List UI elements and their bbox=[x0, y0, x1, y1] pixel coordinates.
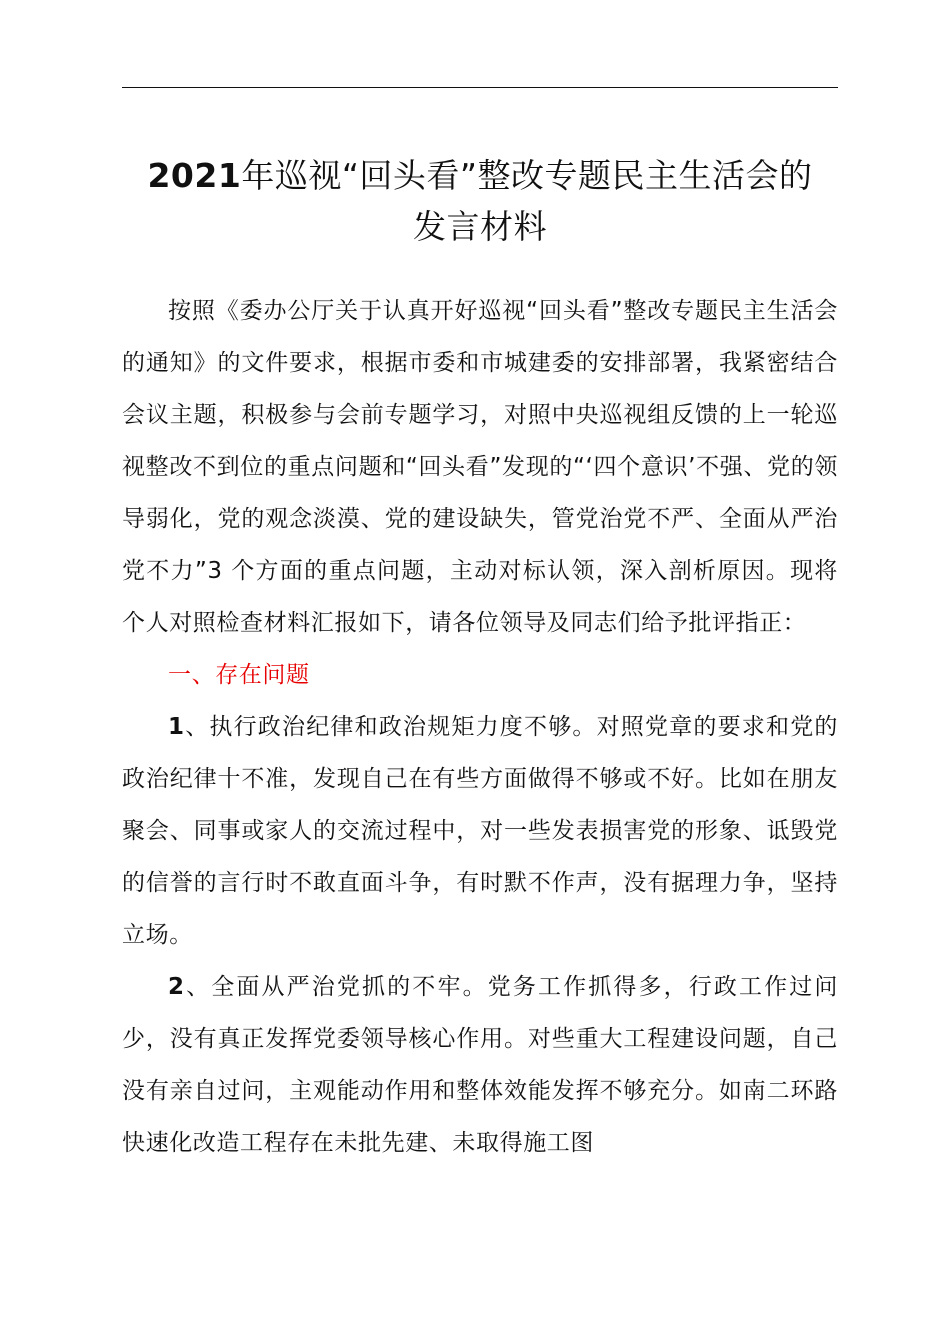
title-line-1-text: 年巡视“回头看”整改专题民主生活会的 bbox=[241, 156, 813, 195]
document-body bbox=[122, 285, 838, 1169]
item-2-number: 2 bbox=[168, 974, 185, 1000]
title-line-2: 发言材料 bbox=[413, 207, 547, 246]
intro-paragraph: 按照《委办公厅关于认真开好巡视“回头看”整改专题民主生活会的通知》的文件要求，根据市委和市城建委的安排部署，我紧密结合会议主题，积极参与会前专题学习，对照中央巡视组反馈的上一轮巡视整改不到位的重点问题和“回头看”发现的“‘四个意识’不强、党的领导弱化，党的观念淡漠、党的建设缺失，管党治党不严、全面从严治党不力”3 个方面的重点问题，主动对标认领，深入剖析原因。现将个人对照检查材料汇报如下，请各位领导及同志们给予批评指正： bbox=[122, 298, 838, 636]
item-1-text: 、执行政治纪律和政治规矩力度不够。对照党章的要求和党的政治纪律十不准，发现自己在有些方面做得不够或不好。比如在朋友聚会、同事或家人的交流过程中，对一些发表损害党的形象、诋毁党的信誉的言行时不敢直面斗争，有时默不作声，没有据理力争，坚持立场。 bbox=[122, 714, 838, 948]
header-rule bbox=[122, 87, 838, 88]
item-2-text: 、全面从严治党抓的不牢。党务工作抓得多，行政工作过问少，没有真正发挥党委领导核心作用。对些重大工程建设问题，自己没有亲自过问，主观能动作用和整体效能发挥不够充分。如南二环路快速化改造工程存在未批先建、未取得施工图 bbox=[122, 974, 838, 1156]
problem-item-2 bbox=[122, 961, 838, 1169]
document-title bbox=[100, 150, 860, 252]
title-line-1 bbox=[100, 150, 860, 201]
title-year: 2021 bbox=[147, 156, 242, 195]
section-heading-problems: 一、存在问题 bbox=[168, 662, 310, 688]
problem-item-1 bbox=[122, 701, 838, 961]
item-1-number: 1 bbox=[168, 714, 185, 740]
